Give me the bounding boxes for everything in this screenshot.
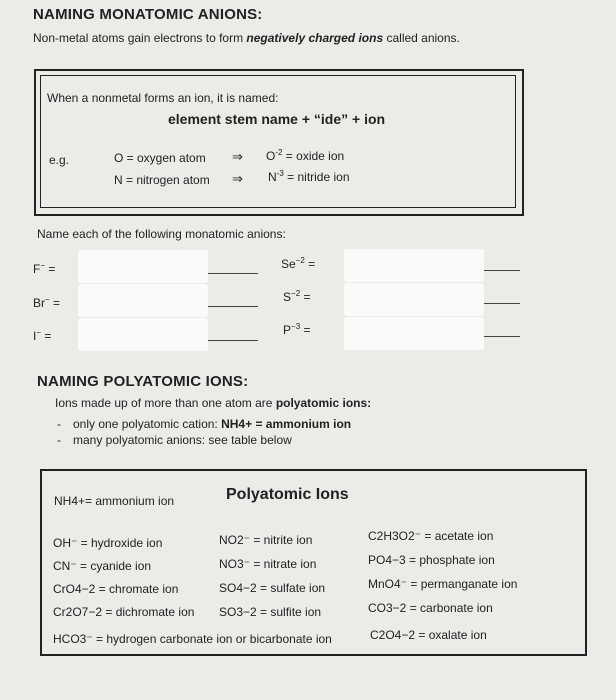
answer-line — [208, 306, 258, 307]
poly-intro — [55, 396, 371, 410]
ion-symbol: N — [268, 170, 277, 184]
ion-charge: − — [45, 295, 50, 304]
ion-symbol: O — [266, 149, 276, 163]
ammonium-entry: NH4+= ammonium ion — [54, 494, 175, 508]
example-nitrogen-atom: N = nitrogen atom — [114, 173, 210, 187]
anion-phosphide — [283, 323, 310, 337]
answer-field-selenide[interactable] — [344, 249, 484, 282]
eg-label: e.g. — [49, 153, 70, 167]
anion-sulfide — [283, 290, 310, 304]
ion-entry: NO3⁻ = nitrate ion — [219, 557, 317, 571]
ion-charge: −2 — [291, 289, 301, 298]
example-oxide-ion — [266, 149, 344, 163]
answer-line — [208, 340, 258, 341]
anion-fluoride — [33, 262, 55, 276]
answer-field-sulfide[interactable] — [344, 283, 484, 316]
ion-symbol: I — [33, 329, 37, 343]
answer-field-fluoride[interactable] — [78, 250, 208, 283]
bullet-bold: NH4+ = ammonium ion — [221, 417, 352, 431]
ion-charge: -2 — [275, 148, 283, 157]
ion-symbol: Se — [281, 257, 296, 271]
answer-field-iodide[interactable] — [78, 318, 208, 351]
ion-charge: − — [36, 328, 42, 337]
intro-bold: negatively charged ions — [246, 31, 384, 45]
equals: = — [300, 290, 311, 304]
table-title: Polyatomic Ions — [226, 486, 349, 503]
intro-suffix: called anions. — [383, 31, 460, 45]
equals: = — [45, 262, 56, 276]
column-1 — [53, 532, 194, 624]
ion-entry: CN⁻ = cyanide ion — [53, 559, 152, 573]
ion-symbol: S — [283, 290, 292, 304]
bullet-text: only one polyatomic cation: — [73, 417, 222, 431]
ion-entry: PO4−3 = phosphate ion — [368, 553, 495, 567]
anions-title: NAMING MONATOMIC ANIONS: — [33, 6, 263, 23]
ion-entry: Cr2O7−2 = dichromate ion — [53, 605, 195, 619]
ion-entry: NO2⁻ = nitrite ion — [219, 533, 313, 547]
equals: = — [49, 296, 61, 310]
answer-line — [484, 336, 520, 337]
ion-charge: -3 — [276, 169, 284, 178]
arrow-icon: ⇒ — [232, 149, 243, 164]
rule-line: When a nonmetal forms an ion, it is named: — [47, 91, 279, 105]
equals: = — [304, 257, 316, 271]
ion-symbol: F — [33, 262, 41, 276]
ion-charge: −3 — [291, 322, 301, 331]
anion-iodide — [33, 329, 51, 343]
anion-bromide — [33, 296, 60, 310]
rule-formula: element stem name + “ide” + ion — [168, 111, 386, 127]
bicarbonate-entry: HCO3⁻ = hydrogen carbonate ion or bicarbonate ion — [53, 632, 332, 646]
oxalate-entry: C2O4−2 = oxalate ion — [370, 628, 487, 642]
ion-charge: − — [40, 261, 46, 270]
ion-entry: C2H3O2⁻ = acetate ion — [368, 529, 494, 543]
ion-entry: SO4−2 = sulfate ion — [219, 581, 326, 595]
ion-entry: CO3−2 = carbonate ion — [368, 601, 493, 615]
anions-intro — [33, 31, 460, 45]
arrow-icon: ⇒ — [232, 171, 243, 186]
ion-symbol: P — [283, 323, 292, 337]
intro-text: Non-metal atoms gain electrons to form — [33, 31, 247, 45]
dash: - — [57, 417, 61, 431]
ion-entry: MnO4⁻ = permanganate ion — [368, 577, 518, 591]
poly-title: NAMING POLYATOMIC IONS: — [37, 373, 249, 390]
intro-text: Ions made up of more than one atom are — [55, 396, 276, 410]
bullet-anions — [57, 433, 292, 447]
answer-line — [484, 270, 520, 271]
example-nitride-ion — [268, 170, 350, 184]
exercise-label: Name each of the following monatomic anions: — [37, 227, 286, 241]
dash: - — [57, 433, 61, 447]
ion-name: = oxide ion — [282, 149, 345, 163]
ion-entry: OH⁻ = hydroxide ion — [53, 536, 163, 550]
example-oxygen-atom: O = oxygen atom — [114, 151, 206, 165]
column-3 — [368, 524, 517, 620]
equals: = — [300, 323, 311, 337]
ion-charge: −2 — [295, 256, 305, 265]
anion-selenide — [281, 257, 315, 271]
answer-field-bromide[interactable] — [78, 284, 208, 317]
answer-line — [208, 273, 258, 274]
equals: = — [41, 329, 52, 343]
answer-line — [484, 303, 520, 304]
ion-name: = nitride ion — [283, 170, 350, 184]
bullet-cation — [57, 417, 351, 431]
ion-entry: CrO4−2 = chromate ion — [53, 582, 179, 596]
answer-field-phosphide[interactable] — [344, 317, 484, 350]
ion-entry: SO3−2 = sulfite ion — [219, 605, 322, 619]
column-2 — [219, 528, 325, 624]
ion-symbol: Br — [33, 296, 45, 310]
intro-bold: polyatomic ions: — [275, 396, 372, 410]
bullet-text: many polyatomic anions: see table below — [73, 433, 292, 447]
